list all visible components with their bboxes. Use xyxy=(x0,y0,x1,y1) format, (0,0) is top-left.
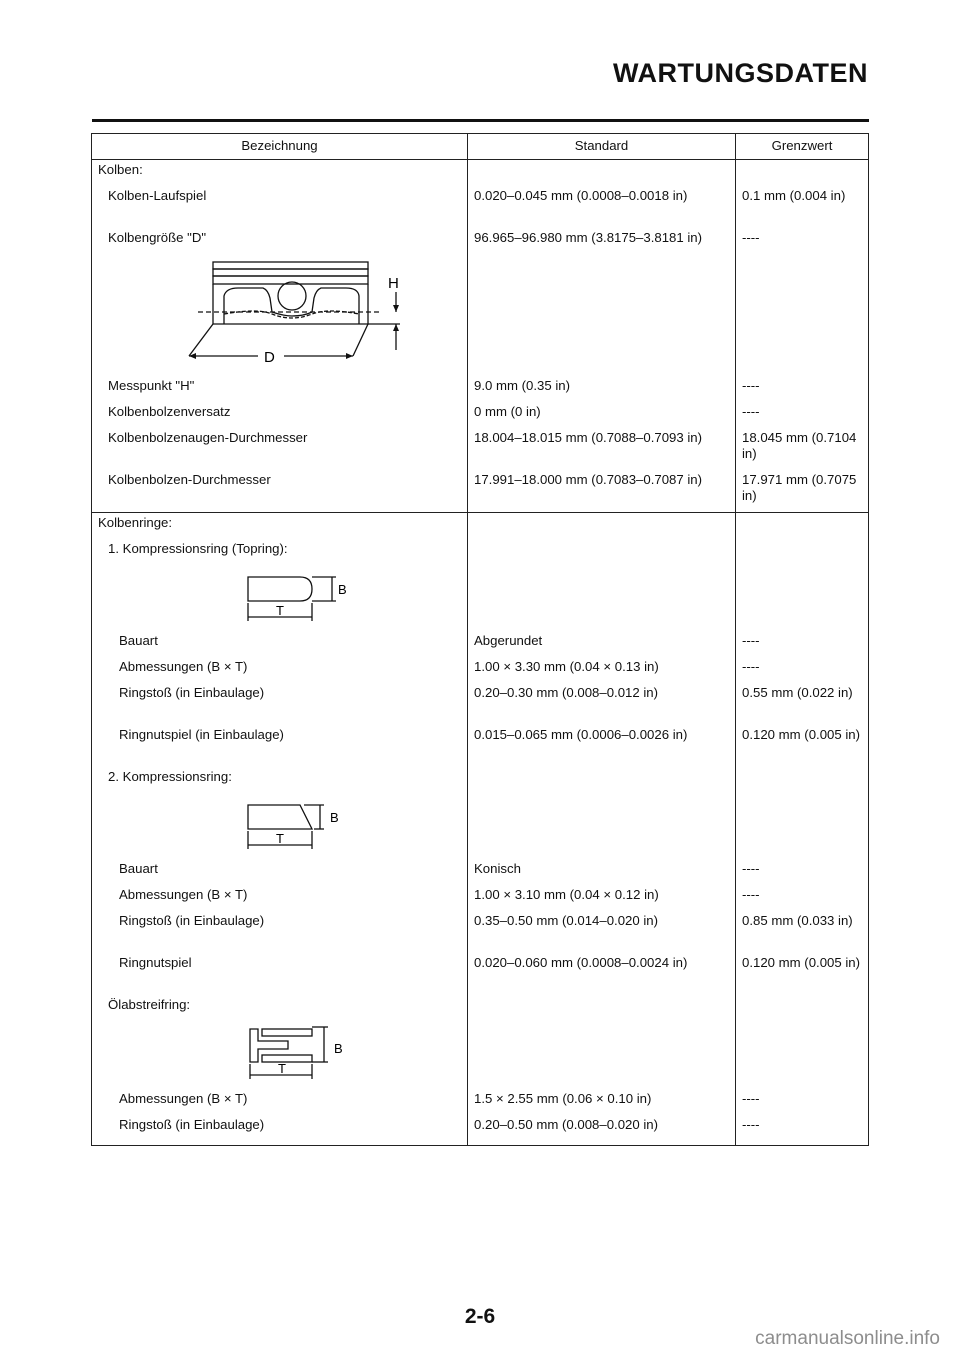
piston-figure-cell xyxy=(92,254,468,376)
row-name: Bauart xyxy=(92,631,468,657)
title-rule xyxy=(92,119,869,122)
row-limit: ---- xyxy=(736,228,869,254)
row-name: Kolben-Laufspiel xyxy=(92,186,468,228)
row-standard: Abgerundet xyxy=(468,631,736,657)
row-name: Ringstoß (in Einbaulage) xyxy=(92,683,468,725)
row-name: Kolbenbolzen-Durchmesser xyxy=(92,470,468,513)
row-standard: 1.00 × 3.30 mm (0.04 × 0.13 in) xyxy=(468,657,736,683)
table-row xyxy=(92,470,869,513)
row-limit: ---- xyxy=(736,1115,869,1146)
row-limit: 0.120 mm (0.005 in) xyxy=(736,953,869,995)
page-title: WARTUNGSDATEN xyxy=(613,58,868,88)
row-standard: 0.20–0.30 mm (0.008–0.012 in) xyxy=(468,683,736,725)
table-row xyxy=(92,228,869,254)
table-row xyxy=(92,911,869,953)
row-limit: ---- xyxy=(736,885,869,911)
row-name: Ringnutspiel (in Einbaulage) xyxy=(92,725,468,767)
oil-ring-diagram xyxy=(238,1023,368,1081)
table-row xyxy=(92,1115,869,1146)
table-row xyxy=(92,683,869,725)
row-standard: 0.020–0.045 mm (0.0008–0.0018 in) xyxy=(468,186,736,228)
table-row xyxy=(92,428,869,470)
row-standard: 9.0 mm (0.35 in) xyxy=(468,376,736,402)
table-row xyxy=(92,539,869,565)
table-row xyxy=(92,953,869,995)
row-limit: ---- xyxy=(736,1089,869,1115)
table-header-row xyxy=(92,134,869,160)
group-label-kolbenringe: Kolbenringe: xyxy=(92,512,468,539)
piston-diagram xyxy=(168,256,408,374)
row-standard: 0 mm (0 in) xyxy=(468,402,736,428)
row-limit: 0.120 mm (0.005 in) xyxy=(736,725,869,767)
table-row xyxy=(92,859,869,885)
spec-table xyxy=(91,133,869,1146)
row-limit: ---- xyxy=(736,376,869,402)
page-number: 2-6 xyxy=(464,1305,496,1328)
header-standard: Standard xyxy=(468,134,736,160)
row-standard: 18.004–18.015 mm (0.7088–0.7093 in) xyxy=(468,428,736,470)
ring2-figure-cell xyxy=(92,793,468,859)
ring2-title: 2. Kompressionsring: xyxy=(92,767,468,793)
row-standard: 0.20–0.50 mm (0.008–0.020 in) xyxy=(468,1115,736,1146)
row-standard: 17.991–18.000 mm (0.7083–0.7087 in) xyxy=(468,470,736,513)
table-row xyxy=(92,402,869,428)
watermark: carmanualsonline.info xyxy=(755,1328,940,1349)
table-row xyxy=(92,1089,869,1115)
row-name: Abmessungen (B × T) xyxy=(92,657,468,683)
ring2-label-b: B xyxy=(330,809,339,825)
ring1-label-b: B xyxy=(338,581,347,597)
ring1-figure-cell xyxy=(92,565,468,631)
row-name: Abmessungen (B × T) xyxy=(92,885,468,911)
piston-label-h: H xyxy=(388,274,399,292)
row-standard: 1.00 × 3.10 mm (0.04 × 0.12 in) xyxy=(468,885,736,911)
oil-ring-label-b: B xyxy=(334,1040,343,1056)
row-limit: 0.55 mm (0.022 in) xyxy=(736,683,869,725)
ring1-title: 1. Kompressionsring (Topring): xyxy=(92,539,468,565)
row-limit: ---- xyxy=(736,859,869,885)
piston-label-d: D xyxy=(264,348,275,366)
row-limit: 0.85 mm (0.033 in) xyxy=(736,911,869,953)
row-name: Kolbenbolzenaugen-Durchmesser xyxy=(92,428,468,470)
table-row xyxy=(92,565,869,631)
table-row xyxy=(92,793,869,859)
table-row xyxy=(92,631,869,657)
ring1-label-t: T xyxy=(276,602,284,618)
ring2-diagram xyxy=(238,795,368,851)
row-standard: Konisch xyxy=(468,859,736,885)
table-row xyxy=(92,657,869,683)
oil-ring-label-t: T xyxy=(278,1060,286,1076)
ring1-diagram xyxy=(238,567,368,623)
row-name: Kolbenbolzenversatz xyxy=(92,402,468,428)
table-row xyxy=(92,186,869,228)
header-bezeichnung: Bezeichnung xyxy=(92,134,468,160)
row-limit: ---- xyxy=(736,631,869,657)
row-standard: 96.965–96.980 mm (3.8175–3.8181 in) xyxy=(468,228,736,254)
row-limit: 17.971 mm (0.7075 in) xyxy=(736,470,869,513)
table-row xyxy=(92,767,869,793)
table-row xyxy=(92,159,869,186)
table-row xyxy=(92,512,869,539)
row-limit: ---- xyxy=(736,657,869,683)
table-row xyxy=(92,725,869,767)
row-name: Kolbengröße "D" xyxy=(92,228,468,254)
ring2-label-t: T xyxy=(276,830,284,846)
row-limit: 0.1 mm (0.004 in) xyxy=(736,186,869,228)
row-name: Ringstoß (in Einbaulage) xyxy=(92,911,468,953)
oil-ring-figure-cell xyxy=(92,1021,468,1089)
row-limit: ---- xyxy=(736,402,869,428)
row-limit: 18.045 mm (0.7104 in) xyxy=(736,428,869,470)
table-row xyxy=(92,995,869,1021)
row-standard: 0.35–0.50 mm (0.014–0.020 in) xyxy=(468,911,736,953)
header-grenzwert: Grenzwert xyxy=(736,134,869,160)
group-label-kolben: Kolben: xyxy=(92,159,468,186)
row-standard: 1.5 × 2.55 mm (0.06 × 0.10 in) xyxy=(468,1089,736,1115)
row-name: Abmessungen (B × T) xyxy=(92,1089,468,1115)
table-row xyxy=(92,1021,869,1089)
table-row xyxy=(92,885,869,911)
row-name: Messpunkt "H" xyxy=(92,376,468,402)
oil-ring-title: Ölabstreifring: xyxy=(92,995,468,1021)
row-name: Ringnutspiel xyxy=(92,953,468,995)
row-name: Ringstoß (in Einbaulage) xyxy=(92,1115,468,1146)
table-row xyxy=(92,254,869,376)
row-standard: 0.020–0.060 mm (0.0008–0.0024 in) xyxy=(468,953,736,995)
row-name: Bauart xyxy=(92,859,468,885)
row-standard: 0.015–0.065 mm (0.0006–0.0026 in) xyxy=(468,725,736,767)
table-row xyxy=(92,376,869,402)
